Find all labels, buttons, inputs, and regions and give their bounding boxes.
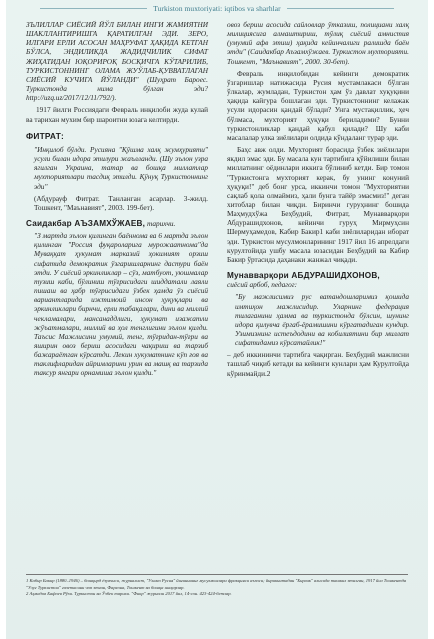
footnote-1: 1 Кабир Бакир (1880–1946) – бошқирд ёзувчиси, журналист, "Уламо Русия" йиғинининг мусулмонлари фракцияси аъзоси; йирикинтадан "Бирлик" алисида ташкил этилган, 1917 йил Тошкентда "Улуғ Туркистон" газетасини чоп этган, Фарғона, Тошкент ва бошқа шаҳарлар. [26,578,407,590]
left-column [26,20,208,381]
fitrat-heading: ФИТРАТ: [26,130,64,141]
right-column [227,20,409,381]
munavvarqori-heading [227,271,409,289]
saidakbar-quote: "З мартда эълон қилинган баённома ва 6 мартда эълон қилинган "Россия фуқароларига мурожаатнома"да Муваққат ҳукумат марказий ҳокимият орзиш сифатида демократик ўзгаришларнинг дастури баён этди. У сиёсий эркинликлар – сўз, матбуот, уюшмалар тузиш каби, бўлиниш тўғрисидаги шиддатали лаяли пишаш ва ҳабр тўғрисидаги ўзбек ҳамда ўз сиёсий вариантларида ижтимоий инсон ҳуқуқлари ва эркинликлари бирнчи, ерли табақалари, дини ва миллий чекламалари, мансанаддлиги, ҳукумат изажатли жўъатмалари, миллий ва ҳол тенглигини эълон қилди. Таъсис Мажлисини умумий, тенг, тўғридан-тўғри ва яширин овоз бериш асосидаги чақириш ва тарзиб бажараётган кўрсатди. Лекин хукуматнинг кўп ғоя ва таклифларидан айримларини урин ва машқ ва тарзида таксур янгари орнамиша эълон қилди." [34,231,208,378]
left-opening-paragraph: ЗЪЛИЛЛАР СИЁСИЙ ЙЎЛ БИЛАН ИНГИ ЖАМИЯТНИ ШАКЛЛАНТИРИШГА ҚАРАТИЛГАН ЭДИ. ЗЕРО, ИЛГАРИ ЕРЛИ АСОСАН МАҲРУФАТ ҲАҚИДА КЕТГАН БЎЛСА, ЭНДИЛИКДА ЖАДИДЧИЛИК СИФАТ ЖИҲАТИДАН ЮҚОРИРОҚ БОСҚИЧГА КЎТАРИЛИБ, ТУРКИСТОННИНГ ОЛАМА ЖУЎЛАБ-ҚУВВАТЛАГАН СИЁСИЙ КУЧИГА ЙЎЛАНДИ" (Шуҳрат Бароеc. Туркистонда нима бўлган эди? http://uzq.uz/2017/12/11/792/). [26,20,208,103]
munavvarqori-tail: – деб иккининчи тартибга чақирган. Беҳбудий мажлисни ташлаб чиқиб кетади ва кейинги кунлари ҳам Курултойда кўринмайди.2 [227,350,409,378]
paragraph-1917: 1917 йилги Россиядаги Февраль инқилоби жуда кулай ва тарихан мухим бир шароитни юзага келтирди. [26,105,208,124]
paragraph-debate: Баҳс авж олди. Мухторият борасида ўзбек зиёлилари якдил эмас эди. Бу масала кун тартибига қўйилиши билан миллатнинг оёдинлари иккига бўлиниб кетди. Бир томон "Туркистонга мухторият керак, бу унинг конуний ҳуқуқи!" деб бонг урса, иккинчи томон "Мухториятни сақлаб қола олмаймиз, ҳали бунга тайёр эмасмиз!" деган хитоблар билан чиқди. Биринчи гуруҳнинг бошида Маҳмудхўжа Беҳбудий, Фитрат, Мунавварқори Абдурашидхонов, кейинчи гуруҳ Мирмуҳсин Шермуҳамедов, Кабир Бакир1 каби зиёлиларидан иборат эди. Туркистон мусулмонларининг 1917 йил 16 апрелдаги курултойида ушбу масала юзасидан Беҳбудий ва Кабир Бакир ўртасида даҳанаки жанжал чиқади. [227,145,409,264]
fitrat-quote: "Инқилоб бўлди. Русияна "Қўшма халқ жумҳурияти" усули билан идора этилури жаълланди. (Шу эълон узра ягилган Украина, татар ва бошқа миллатлар мухториятлари тасдиқ этилди. Қўнуқ Туркистоннинг эди" [34,144,208,191]
footnote-2: 2 Аҳмадов Бафоев Рўзи. Туркистон ва Ўзбек тарихи. "Фикр" журнали 2017 йил, 14-сон. 423-424-бетлар. [26,591,232,597]
munavvarqori-quote: "Бу мажлисимиз рус ватандошларимиз қошида имтиҳон мажлисидир. Уларнинг федерация тилаганини ҳамма ва туркистонда бўлсин, шунинг идора қилувча ёргаб-ёрамишини кўргатадиган кундир. Узимизнинг истеъдодини ва кобилиятини бир миллат сифатидамиз кўрсатайлик!" [235,292,409,348]
saidakbar-role: тарихчи. [146,218,176,228]
article-body [26,20,408,568]
paragraph-february: Февраль инқилобидан кейинги демократик ўзгаришлар натижасида Русия мустамлакаси бўлган ўлкалар, жумладан, Туркистон ҳам ўз давлат хуқуқини ҳақида кайгура бошлаган эди. Туркистоннинг келажак усули идорасин қандай бўлади? Унга мустақиллик, ҳеч бўлмаса, мухторият ҳуқуқи бериладими? Бунни туркистонликлар қандай қабул қилади? Шу каби масалалар улка зиёлилари олдида кўндаланг турар эди. [227,68,409,142]
right-opening-paragraph: овоз бериш асосида сайловлар ўтказиш, полициани халқ милициясига алмаштириш, тўлиқ сиёсий амнистия (умумий афв этиш) ҳақида кейинчалиги ралишда баён этди" (Саидакбар Аъзамхўжаев. Туркистон мухторияти. Тошкент, "Маънавият", 2000. 30-бет). [227,20,409,66]
munavvarqori-role: сиёсий арбоб, педагог: [227,280,298,290]
saidakbar-heading [26,219,208,228]
running-header [6,0,428,17]
document-page [6,0,428,639]
saidakbar-name: Саидакбар АЪЗАМХЎЖАЕВ, [26,218,146,228]
fitrat-source: (Абдурауф Фитрат. Танланган асарлар. 3-жилд. Тошкент, "Маънавият", 2003. 199-бет). [34,193,208,212]
header-title: Turkiston muxtoriyati: iqtibos va sharhlar [147,4,287,13]
munavvarqori-name: Мунавварқори АБДУРАШИДХОНОВ, [227,271,380,281]
footnotes [26,574,408,598]
